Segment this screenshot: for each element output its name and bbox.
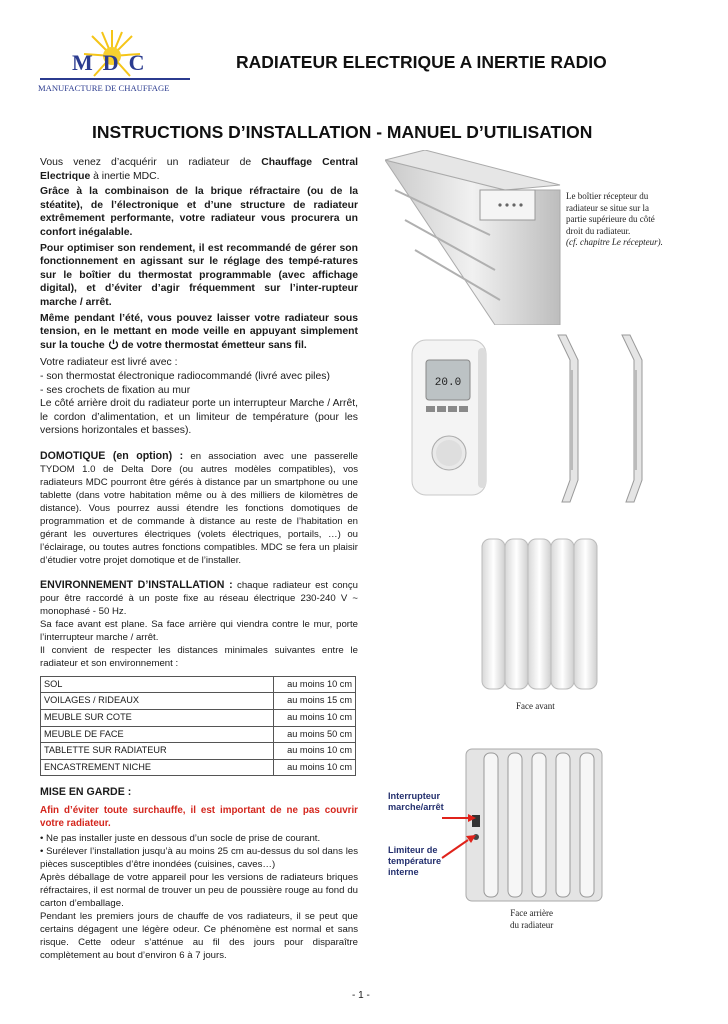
document-title: RADIATEUR ELECTRIQUE A INERTIE RADIO xyxy=(236,52,607,72)
table-row xyxy=(41,693,356,710)
table-row xyxy=(41,743,356,760)
label-limiteur xyxy=(388,845,441,878)
intro-paragraph-1 xyxy=(40,156,358,183)
garde-warning: Afin d’éviter toute surchauffe, il est important de ne pas couvrir votre radiateur. xyxy=(40,805,358,830)
caption-boitier-line-2: radiateur se situe sur la xyxy=(566,202,649,213)
radiator-back-photo xyxy=(462,745,607,905)
wall-hooks-photo xyxy=(540,330,660,508)
distance-item: MEUBLE SUR COTE xyxy=(41,710,274,727)
garde-text-1: Après déballage de votre appareil pour les versions de radiateurs briques réfractaires, il est normal de trouver un peu de poussière rouge au fond du carton d’emballage. xyxy=(40,872,358,910)
intro-paragraph-3 xyxy=(40,242,358,310)
domotique-heading: DOMOTIQUE (en option) : xyxy=(40,449,184,462)
caption-face-arriere-line-1: Face arrière xyxy=(510,908,553,918)
caption-face-avant: Face avant xyxy=(516,701,555,711)
domotique-paragraph xyxy=(40,450,358,567)
garde-bullet-1: • Ne pas installer juste en dessous d’un socle de prise de courant. xyxy=(40,833,321,845)
text-column xyxy=(40,156,358,964)
intro-paragraph-2 xyxy=(40,185,358,239)
distance-item: ENCASTREMENT NICHE xyxy=(41,759,274,776)
page-number: - 1 - xyxy=(352,990,370,1001)
mdc-logo xyxy=(30,28,190,112)
distance-item: MEUBLE DE FACE xyxy=(41,726,274,743)
power-icon xyxy=(108,339,119,355)
distance-item: SOL xyxy=(41,676,274,693)
caption-boitier-line-1: Le boîtier récepteur du xyxy=(566,191,649,201)
caption-face-arriere-line-2: du radiateur xyxy=(510,919,554,930)
table-row xyxy=(41,676,356,693)
garde-text-2: Pendant les premiers jours de chauffe de vos radiateurs, il se peut que certains dégagent une légère odeur. Ce phénomène est normal et sans risque. Cette odeur s’atténue au fil des jours pour disparaître complètement au bout d’environ 6 à 7 jours. xyxy=(40,911,358,962)
distance-value: au moins 10 cm xyxy=(274,710,356,727)
document-subtitle: INSTRUCTIONS D’INSTALLATION - MANUEL D’UTILISATION xyxy=(92,122,593,142)
intro-text: Vous venez d’acquérir un radiateur de xyxy=(40,157,262,168)
label-limiteur-line-1: Limiteur de xyxy=(388,845,438,855)
label-interrupteur xyxy=(388,791,444,813)
distances-table xyxy=(40,676,356,777)
environnement-text-3: Il convient de respecter les distances minimales suivantes entre le radiateur et son environnement : xyxy=(40,644,358,669)
environnement-heading: ENVIRONNEMENT D’INSTALLATION : xyxy=(40,578,233,591)
garde-body xyxy=(40,832,358,962)
radiator-front-photo xyxy=(480,535,605,695)
logo-rule xyxy=(40,78,190,80)
logo-subtitle: MANUFACTURE DE CHAUFFAGE xyxy=(38,83,170,93)
table-row xyxy=(41,726,356,743)
label-limiteur-line-3: interne xyxy=(388,867,419,877)
intro-bold: Chauffage Central Electrique xyxy=(40,157,358,182)
label-limiteur-line-2: température xyxy=(388,856,442,866)
intro-paragraph-5 xyxy=(40,356,358,397)
intro-p2-text: Grâce à la combinaison de la brique réfractaire (ou de la stéatite), de l’électronique et d’une structure de radiateur extrêmement performante, votre radiateur vous procurera un confort inégalable. xyxy=(40,186,358,238)
distance-value: au moins 10 cm xyxy=(274,743,356,760)
environnement-text-2: Sa face avant est plane. Sa face arrière qui viendra contre le mur, porte l’interrupteur marche / arrêt. xyxy=(40,618,358,643)
intro-paragraph-6: Le côté arrière droit du radiateur porte un interrupteur Marche / Arrêt, le cordon d’alimentation, et un limiteur de température (pour les versions horizontales et basses). xyxy=(40,398,358,437)
thermostat-display: 20.0 xyxy=(434,377,462,389)
distance-value: au moins 10 cm xyxy=(274,676,356,693)
distance-value: au moins 10 cm xyxy=(274,759,356,776)
intro-p4-text-end: de votre thermostat émetteur sans fil. xyxy=(118,339,307,351)
caption-face-arriere xyxy=(510,908,553,931)
caption-boitier xyxy=(566,191,663,249)
intro-paragraph-4 xyxy=(40,312,358,355)
intro-p3-text: Pour optimiser son rendement, il est recommandé de gérer son fonctionnement en agissant sur le réglage des tempé-ratures sur le boîtier du thermostat programmable (avec affichage digital), et d’éviter d’agir fréquemment sur l’inter-rupteur marche / arrêt. xyxy=(40,242,358,308)
table-row xyxy=(41,710,356,727)
distance-item: VOILAGES / RIDEAUX xyxy=(41,693,274,710)
delivery-item-hooks: - ses crochets de fixation au mur xyxy=(40,384,191,396)
table-row xyxy=(41,759,356,776)
distance-value: au moins 15 cm xyxy=(274,693,356,710)
distance-item: TABLETTE SUR RADIATEUR xyxy=(41,743,274,760)
distance-value: au moins 50 cm xyxy=(274,726,356,743)
radiator-receiver-photo xyxy=(385,150,565,325)
caption-boitier-line-4: droit du radiateur. xyxy=(566,225,631,236)
garde-bullet-2: • Surélever l’installation jusqu’à au moins 25 cm au-dessus du sol dans les pièces susceptibles d’être inondées (cuisines, caves…) xyxy=(40,846,358,871)
delivery-intro: Votre radiateur est livré avec : xyxy=(40,357,178,369)
label-interrupteur-line-2: marche/arrêt xyxy=(388,802,444,812)
caption-boitier-line-3: partie supérieure du côté xyxy=(566,214,655,224)
label-interrupteur-line-1: Interrupteur xyxy=(388,791,441,801)
environnement-paragraph xyxy=(40,579,358,670)
environnement-text-1: chaque radiateur est conçu pour être raccordé à un poste fixe au réseau électrique 230-240 V ~ monophasé - 50 Hz. xyxy=(40,579,358,617)
intro-text-end: à inertie MDC. xyxy=(90,170,160,182)
caption-boitier-line-5: (cf. chapitre Le récepteur). xyxy=(566,237,663,247)
thermostat-photo xyxy=(408,338,493,498)
logo-letters: MDC xyxy=(72,50,155,75)
garde-heading: MISE EN GARDE : xyxy=(40,786,132,799)
domotique-text: en association avec une passerelle TYDOM 1.0 de Delta Dore (ou autres modèles compatibles), vos radiateurs MDC pourront être gérés à distance par un smartphone ou une tablette (dans votre habitation même ou à des milliers de kilomètres de distance). Vous pourrez aussi étendre les fonctions domotiques de programmation et de commande à distance au reste de l’habitation en gérant les ouvertures électriques (volets électriques, portails, …) ou l’éclairage, ou toutes autres fonctions compatibles. MDC se fera un plaisir d’étudier votre projet domotique et de l’installer. xyxy=(40,450,359,566)
callout-arrows xyxy=(440,808,480,868)
delivery-item-thermostat: - son thermostat électronique radiocommandé (livré avec piles) xyxy=(40,370,330,382)
intro-p4-text: Même pendant l’été, vous pouvez laisser votre radiateur sous tension, en le mettant en mode veille en appuyant simplement sur la touche xyxy=(40,312,358,351)
